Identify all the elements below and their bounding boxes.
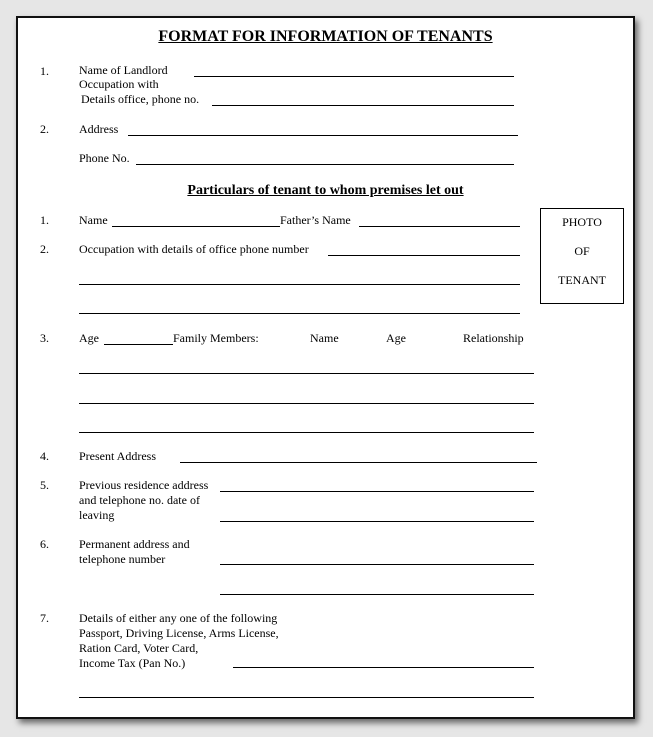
- previous-address-number: 5.: [40, 478, 49, 492]
- age-number: 3.: [40, 331, 49, 345]
- address-label: Address: [79, 122, 119, 136]
- age-field[interactable]: [104, 344, 173, 345]
- id-details-label-line3: Ration Card, Voter Card,: [79, 641, 199, 655]
- address-number: 2.: [40, 122, 49, 136]
- tenant-name-label: Name: [79, 213, 108, 227]
- id-details-field-line2[interactable]: [79, 697, 534, 698]
- permanent-address-label-line1: Permanent address and: [79, 537, 190, 551]
- family-row-2[interactable]: [79, 403, 534, 404]
- family-col-name: Name: [310, 331, 339, 345]
- id-details-field[interactable]: [233, 667, 534, 668]
- phone-label: Phone No.: [79, 151, 130, 165]
- permanent-address-label-line2: telephone number: [79, 552, 166, 566]
- tenant-section-title: Particulars of tenant to whom premises let out: [187, 183, 464, 198]
- previous-address-field[interactable]: [220, 491, 534, 492]
- tenant-name-number: 1.: [40, 213, 49, 227]
- occupation-field-line3[interactable]: [79, 313, 520, 314]
- occupation-number: 2.: [40, 242, 49, 256]
- occupation-field-line2[interactable]: [79, 284, 520, 285]
- id-details-label-line2: Passport, Driving License, Arms License,: [79, 626, 279, 640]
- photo-label-line3: TENANT: [558, 273, 606, 287]
- present-address-number: 4.: [40, 449, 49, 463]
- id-details-number: 7.: [40, 611, 49, 625]
- permanent-address-number: 6.: [40, 537, 49, 551]
- landlord-details-label: Details office, phone no.: [81, 92, 200, 106]
- family-row-1[interactable]: [79, 373, 534, 374]
- address-field[interactable]: [128, 135, 518, 136]
- previous-address-label-line2: and telephone no. date of: [79, 493, 200, 507]
- landlord-details-field[interactable]: [212, 105, 514, 106]
- previous-address-label-line1: Previous residence address: [79, 478, 209, 492]
- father-name-label: Father’s Name: [280, 213, 351, 227]
- landlord-name-field[interactable]: [194, 76, 514, 77]
- occupation-label: Occupation with details of office phone number: [79, 242, 309, 256]
- phone-field[interactable]: [136, 164, 514, 165]
- previous-address-label-line3: leaving: [79, 508, 115, 522]
- age-label: Age: [79, 331, 99, 345]
- previous-address-field-line2[interactable]: [220, 521, 534, 522]
- form-title: FORMAT FOR INFORMATION OF TENANTS: [158, 28, 493, 45]
- tenant-name-field[interactable]: [112, 226, 280, 227]
- family-members-label: Family Members:: [173, 331, 259, 345]
- family-col-age: Age: [386, 331, 406, 345]
- present-address-field[interactable]: [180, 462, 537, 463]
- family-col-relationship: Relationship: [463, 331, 524, 345]
- occupation-field[interactable]: [328, 255, 520, 256]
- permanent-address-field[interactable]: [220, 564, 534, 565]
- permanent-address-field-line2[interactable]: [220, 594, 534, 595]
- present-address-label: Present Address: [79, 449, 156, 463]
- family-row-3[interactable]: [79, 432, 534, 433]
- landlord-name-label: Name of Landlord: [79, 63, 168, 77]
- photo-label-line1: PHOTO: [562, 215, 602, 229]
- photo-label-line2: OF: [574, 244, 590, 258]
- photo-box: [540, 208, 624, 304]
- tenant-form-sheet: [16, 16, 635, 719]
- father-name-field[interactable]: [359, 226, 520, 227]
- landlord-number: 1.: [40, 64, 49, 78]
- id-details-label-line4: Income Tax (Pan No.): [79, 656, 186, 670]
- landlord-occupation-label: Occupation with: [79, 77, 159, 91]
- id-details-label-line1: Details of either any one of the following: [79, 611, 278, 625]
